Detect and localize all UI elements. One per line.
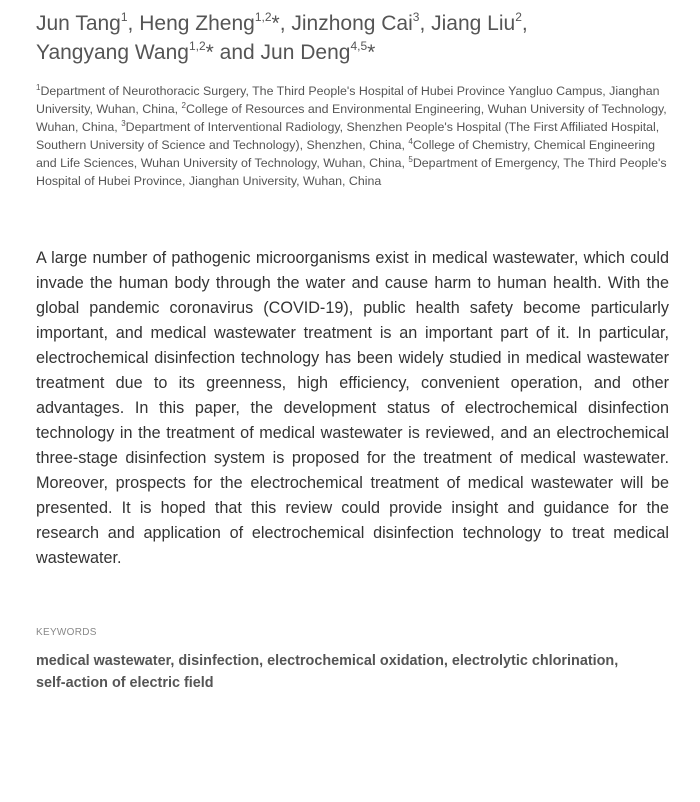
keywords: medical wastewater, disinfection, electrochemical oxidation, electrolytic chlorination, self-action of electric field	[36, 653, 619, 691]
affiliation-number: 1	[36, 83, 41, 92]
affiliation: College of Resources and Environmental Engineering, Wuhan University of Technology, Wuhan, China,	[36, 102, 667, 135]
author: Yangyang Wang$^{1,2}$* and	[36, 39, 261, 64]
abstract: A large number of pathogenic microorganisms exist in medical wastewater, which could invade the human body through the water and cause harm to human health. With the global pandemic coronavirus (COVID-19), public health safety become particularly important, and medical wastewater treatment is an important part of it. In particular, electrochemical disinfection technology has been widely studied in medical wastewater treatment due to its greenness, high efficiency, convenient operation, and other advantages. In this paper, the development status of electrochemical disinfection technology in the treatment of medical wastewater is reviewed, and an electrochemical three-stage disinfection system is proposed for the treatment of medical wastewater. Moreover, prospects for the electrochemical treatment of medical wastewater will be presented. It is hoped that this review could provide insight and guidance for the research and application of electrochemical disinfection technology to treat medical wastewater.	[36, 249, 669, 567]
author: Jinzhong Cai$^3$,	[291, 10, 432, 35]
author: Jun Tang$^1$,	[36, 10, 140, 35]
affiliations	[36, 82, 676, 191]
affiliation: Department of Neurothoracic Surgery, The Third People's Hospital of Hubei Province Yangluo Campus, Jianghan University, Wuhan, China,	[36, 84, 660, 117]
affiliation: Department of Interventional Radiology, Shenzhen People's Hospital (The First Affiliated Hospital, Southern University of Science and Technology), Shenzhen, China,	[36, 120, 660, 153]
author: Jiang Liu$^2$,	[431, 10, 528, 35]
author: Heng Zheng$^{1,2}$*,	[139, 10, 292, 35]
author-list	[36, 9, 676, 67]
affiliation: Department of Emergency, The Third People's Hospital of Hubei Province, Jianghan University, Wuhan, China	[36, 156, 667, 189]
affiliation-number: 2	[181, 101, 186, 111]
keywords-heading: KEYWORDS	[36, 627, 97, 638]
affiliation-number: 4	[408, 137, 413, 147]
affiliation: College of Chemistry, Chemical Engineering and Life Sciences, Wuhan University of Technology, Wuhan, China,	[36, 138, 656, 171]
affiliation-number: 5	[408, 155, 413, 165]
affiliation-number: 3	[121, 119, 126, 129]
author: Jun Deng$^{4,5}$*	[260, 39, 376, 64]
